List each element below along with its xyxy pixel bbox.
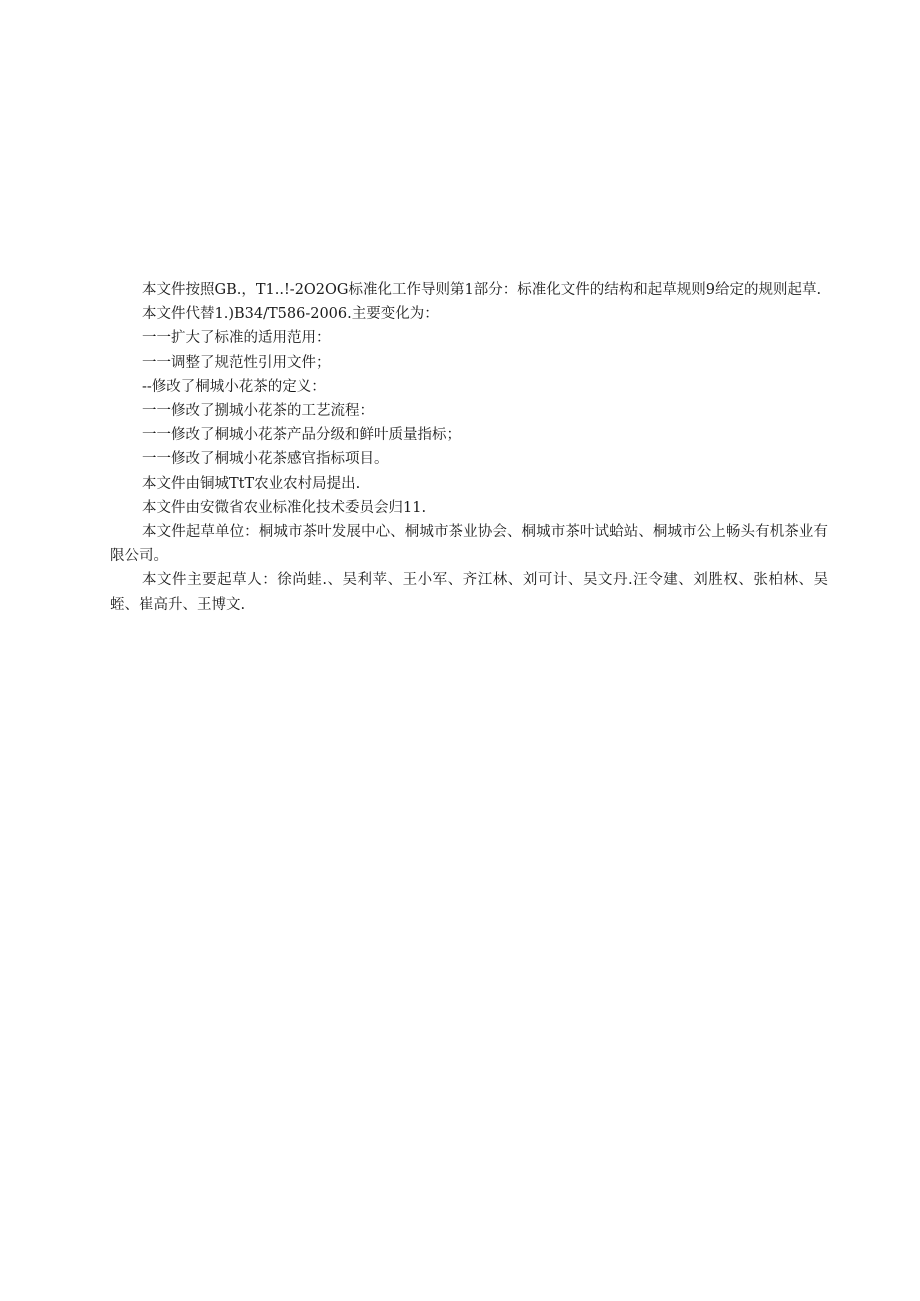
change-item: 一一调整了规范性引用文件； [142,354,331,371]
paragraph-replaces: 本文件代替1.)B34/T586-2006.主要变化为： [142,306,439,323]
change-item: 一一修改了桐城小花茶感官指标项目。 [142,451,389,468]
change-item: 一一修改了捌城小花茶的工艺流程： [142,403,374,420]
change-item: 一一扩大了标准的适用范用： [142,330,331,347]
paragraph-governed-by: 本文件由安微省农业标准化技术委员会归11. [142,499,427,516]
change-item: --修改了桐城小花茶的定义： [142,378,326,395]
change-item: 一一修改了桐城小花茶产品分级和鲜叶质量指标； [142,427,461,444]
foreword-body [110,278,828,617]
paragraph-drafters: 本文件主要起草人：徐尚蛙.、吴利苹、王小军、齐江林、刘可计、吴文丹.汪令建、刘胜权、张柏林、吴蛭、崔高升、王博文. [110,572,828,613]
paragraph-proposed-by: 本文件由铜城TtT农业农村局提出. [142,475,361,492]
paragraph-drafting-units: 本文件起草单位：桐城市茶叶发展中心、桐城市茶业协会、桐城市茶叶试蛤站、桐城市公上畅头有机茶业有限公司。 [110,524,828,565]
paragraph-drafting-rules: 本文件按照GB.，T1..!-2O2OG标准化工作导则第1部分：标准化文件的结构和起草规则9给定的规则起草. [142,282,822,298]
